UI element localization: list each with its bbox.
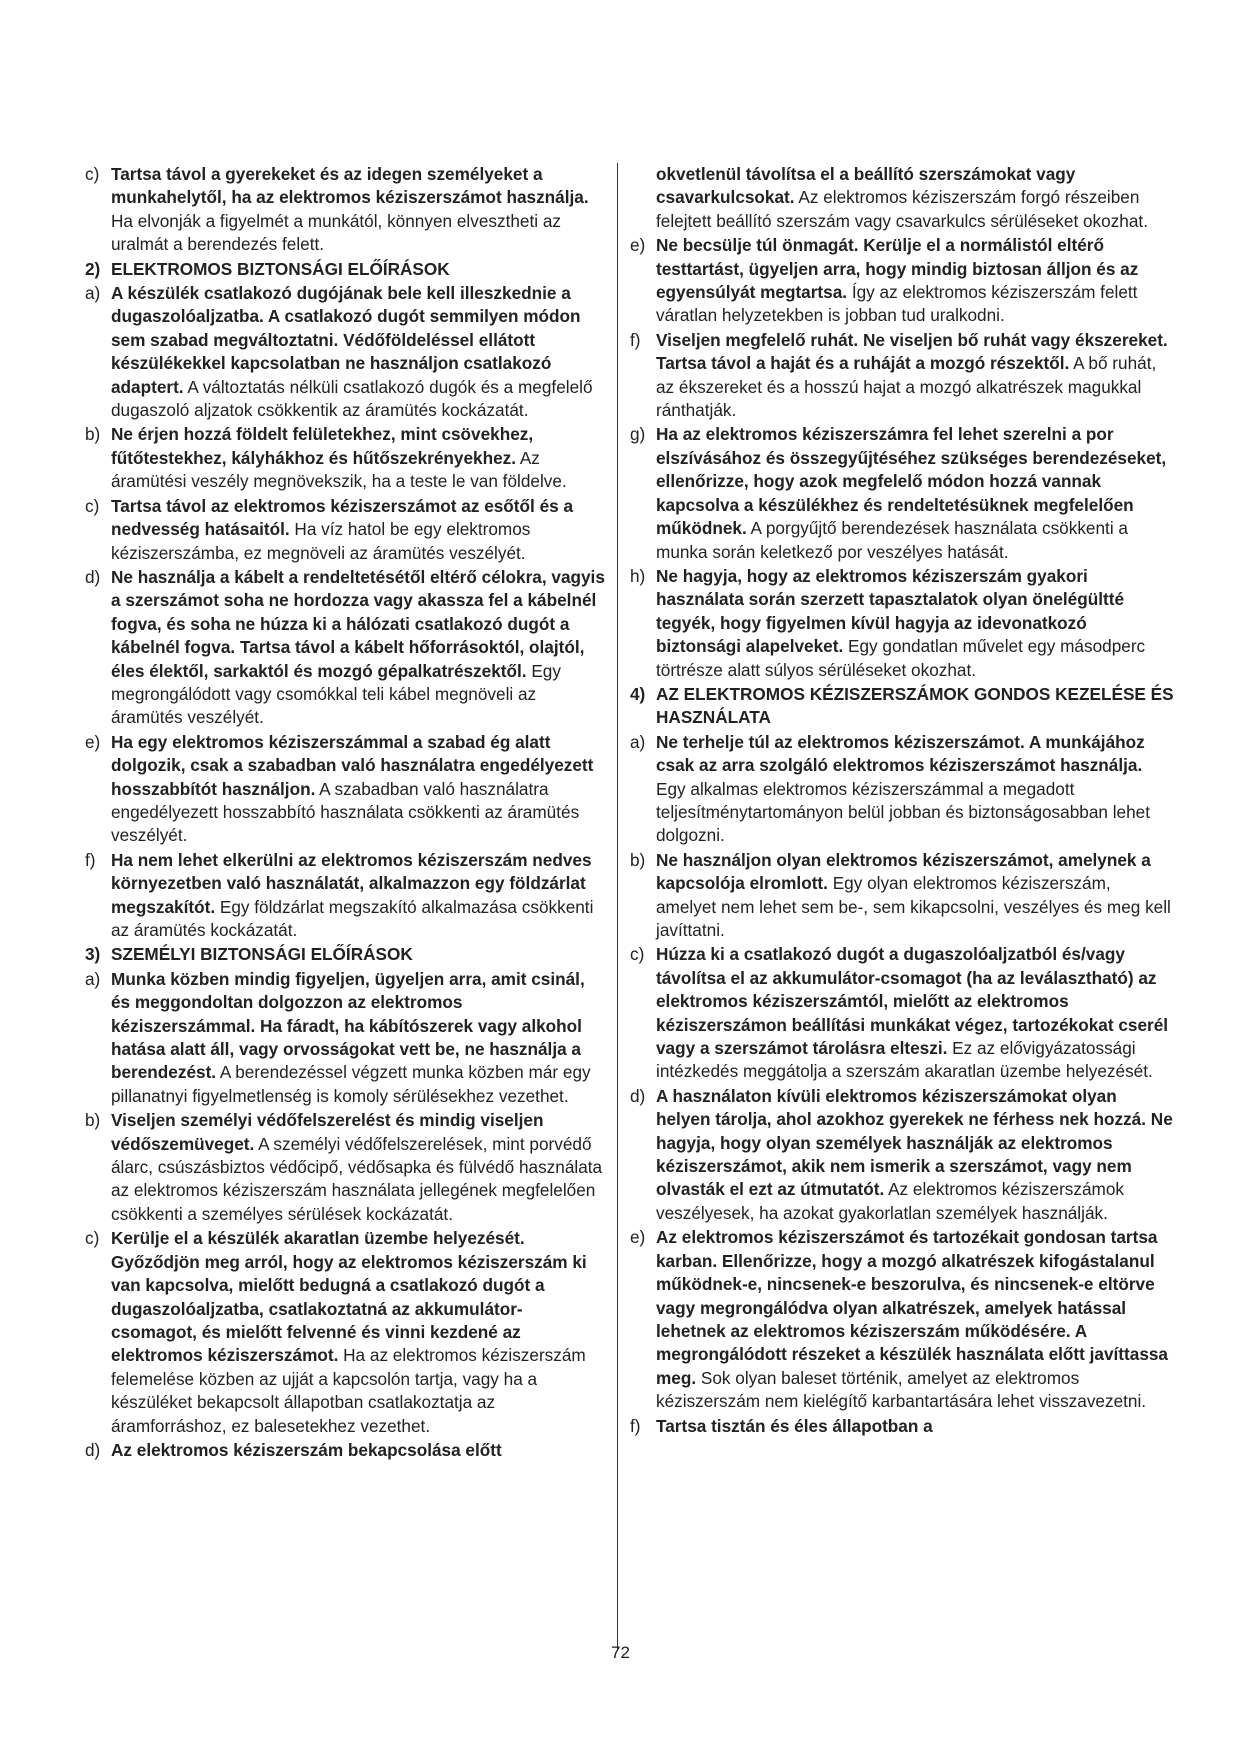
item-bold-text: Tartsa tisztán és éles állapotban a bbox=[656, 1415, 933, 1436]
section-title: SZEMÉLYI BIZTONSÁGI ELŐÍRÁSOK bbox=[111, 944, 413, 965]
item-bold-text: Viseljen megfelelő ruhát. Ne viseljen bő ruhát vagy ékszereket. Tartsa távol a haját és a ruháját a mozgó részektől. bbox=[656, 329, 1168, 374]
list-item bbox=[85, 423, 605, 493]
item-marker: a) bbox=[85, 968, 101, 989]
item-marker: d) bbox=[85, 1439, 101, 1460]
item-marker: f) bbox=[630, 329, 641, 350]
item-marker: b) bbox=[630, 849, 646, 870]
list-item bbox=[630, 1085, 1175, 1225]
item-marker: g) bbox=[630, 424, 646, 445]
item-normal-text: Az elektromos kéziszerszámok veszélyesek, ha azokat gyakorlatlan személyek használják. bbox=[656, 1179, 1125, 1223]
item-marker: d) bbox=[630, 1085, 646, 1106]
item-bold-text: Ha egy elektromos kéziszerszámmal a szabad ég alatt dolgozik, csak a szabadban való használatra engedélyezett hosszabbítót használjon. bbox=[111, 731, 594, 799]
item-bold-text: Ne használjon olyan elektromos kéziszerszámot, amelynek a kapcsolója elromlott. bbox=[656, 849, 1151, 894]
item-normal-text: Ha az elektromos kéziszerszám felemelése közben az ujját a kapcsolón tartja, vagy ha a készüléket bekapcsolt állapotban csatlakoztatja az áramforráshoz, ez balesetekhez vezethet. bbox=[111, 1345, 586, 1436]
list-item bbox=[630, 234, 1175, 328]
list-item bbox=[630, 731, 1175, 848]
item-normal-text: Ez az elővigyázatossági intézkedés meggátolja a szerszám akaratlan üzembe helyezését. bbox=[656, 1038, 1153, 1082]
section-number: 4) bbox=[630, 683, 646, 704]
section-heading bbox=[85, 943, 605, 966]
item-bold-text: Kerülje el a készülék akaratlan üzembe helyezését. Győződjön meg arról, hogy az elektromos kéziszerszám ki van kapcsolva, mielőtt bedugná a csatlakozó dugót a dugaszolóaljzatba, csatlakoztatná az akkumulátor-csomagot, és mielőtt felvenné és vinni kezdené az elektromos kéziszerszámot. bbox=[111, 1228, 587, 1366]
item-normal-text: A porgyűjtő berendezések használata csökkenti a munka során keletkező por veszélyes hatását. bbox=[656, 518, 1128, 562]
item-normal-text: Egy földzárlat megszakító alkalmazása csökkenti az áramütés kockázatát. bbox=[111, 896, 594, 940]
item-marker: e) bbox=[85, 731, 101, 752]
item-bold-text: Ne hagyja, hogy az elektromos kéziszerszám gyakori használata során szerzett tapasztalatok olyan önelégültté tegyék, hogy figyelmen kívül hagyja az idevonatkozó biztonsági alapelveket. bbox=[656, 565, 1125, 657]
item-marker: b) bbox=[85, 1110, 101, 1131]
item-bold-text: Ne használja a kábelt a rendeltetésétől eltérő célokra, vagyis a szerszámot soha ne hordozza vagy akassza fel a kábelnél fogva, és soha ne húzza ki a hálózati csatlakozó dugót a kábelnél fogva. Tartsa távol a kábelt hőforrásoktól, olajtól, éles élektől, sarkaktól és mozgó gépalkatrészektől. bbox=[111, 566, 605, 681]
list-item bbox=[85, 163, 605, 257]
item-normal-text: A személyi védőfelszerelések, mint porvédő álarc, csúszásbiztos védőcipő, védősapka és fülvédő használata az elektromos kéziszerszám használata jellegének megfelelően csökkenti a személyes sérülések kockázatát. bbox=[111, 1133, 603, 1224]
list-item bbox=[630, 849, 1175, 943]
list-item bbox=[85, 282, 605, 422]
item-marker: e) bbox=[630, 1227, 646, 1248]
list-item bbox=[85, 495, 605, 565]
list-item bbox=[630, 423, 1175, 563]
item-normal-text: Egy alkalmas elektromos kéziszerszámmal a megadott teljesítménytartományon belül jobban és biztonságosabban lehet dolgozni. bbox=[656, 778, 1150, 846]
list-item bbox=[630, 565, 1175, 682]
item-bold-text: Ne terhelje túl az elektromos kéziszerszámot. A munkájához csak az arra szolgáló elektromos kéziszerszámot használja. bbox=[656, 731, 1145, 776]
item-normal-text: A változtatás nélküli csatlakozó dugók és a megfelelő dugaszoló aljzatok csökkentik az áramütés kockázatát. bbox=[111, 376, 593, 421]
item-marker: e) bbox=[630, 235, 646, 256]
item-bold-text: A használaton kívüli elektromos kéziszerszámokat olyan helyen tárolja, ahol azokhoz gyerekek ne férhess nek hozzá. Ne hagyja, hogy olyan személyek használják az elektromos kéziszerszámot, akik nem ismerik a szerszámot, vagy nem olvasták el ezt az útmutatót. bbox=[656, 1085, 1173, 1200]
list-item bbox=[85, 968, 605, 1108]
item-normal-text: Egy megrongálódott vagy csomókkal teli kábel megnöveli az áramütés veszélyét. bbox=[111, 660, 561, 728]
item-marker: h) bbox=[630, 565, 646, 586]
item-normal-text: Ha víz hatol be egy elektromos kéziszerszámba, ez megnöveli az áramütés veszélyét. bbox=[111, 519, 531, 563]
list-item-continued bbox=[630, 163, 1175, 233]
item-marker: c) bbox=[630, 944, 645, 965]
list-item bbox=[630, 1226, 1175, 1413]
item-marker: f) bbox=[630, 1415, 641, 1436]
item-bold-text: Az elektromos kéziszerszám bekapcsolása előtt bbox=[111, 1439, 502, 1460]
item-normal-text: A bő ruhát, az ékszereket és a hosszú hajat a mozgó alkatrészek magukkal ránthatják. bbox=[656, 353, 1157, 421]
item-normal-text: Sok olyan baleset történik, amelyet az elektromos kéziszerszám nem kielégítő karbantartására lehet visszavezetni. bbox=[656, 1367, 1147, 1412]
list-item bbox=[85, 566, 605, 730]
list-item bbox=[85, 1109, 605, 1226]
item-marker: f) bbox=[85, 849, 96, 870]
list-item bbox=[85, 1227, 605, 1438]
item-bold-text: Ha az elektromos kéziszerszámra fel lehet szerelni a por elszívásához és összegyűjtéséhez szükséges berendezéseket, ellenőrizze, hogy azok megfelelő módon hozzá vannak kapcsolva a készülékhez és rendeltetésüknek megfelelően működnek. bbox=[656, 424, 1167, 539]
item-normal-text: Az áramütési veszély megnövekszik, ha a teste le van földelve. bbox=[111, 447, 567, 492]
list-item bbox=[630, 1415, 1175, 1438]
item-bold-text: A készülék csatlakozó dugójának bele kell illeszkednie a dugaszolóaljzatba. A csatlakozó dugót semmilyen módon sem szabad megváltoztatni. Védőföldeléssel ellátott készülékekkel kapcsolatban ne használjon csatlakozó adaptert. bbox=[111, 283, 581, 397]
section-heading bbox=[630, 683, 1175, 730]
item-normal-text: Így az elektromos kéziszerszám felett váratlan helyzetekben is jobban tud uralkodni. bbox=[656, 282, 1138, 326]
item-marker: c) bbox=[85, 1228, 100, 1249]
item-marker: a) bbox=[630, 731, 646, 752]
list-item bbox=[630, 329, 1175, 423]
section-number: 2) bbox=[85, 258, 101, 279]
item-bold-text: Viseljen személyi védőfelszerelést és mindig viseljen védőszemüveget. bbox=[111, 1110, 544, 1154]
item-bold-text: Ne érjen hozzá földelt felületekhez, mint csövekhez, fűtőtestekhez, kályhákhoz és hűtőszekrényekhez. bbox=[111, 424, 534, 468]
item-normal-text: A szabadban való használatra engedélyezett hosszabbító használata csökkenti az áramütés veszélyét. bbox=[111, 778, 580, 846]
list-item bbox=[85, 849, 605, 943]
item-normal-text: Az elektromos kéziszerszám forgó részeiben felejtett beállító szerszám vagy csavarkulcs sérüléseket okozhat. bbox=[656, 187, 1148, 231]
item-normal-text: Egy olyan elektromos kéziszerszám, amelyet nem lehet sem be-, sem kikapcsolni, veszélyes és meg kell javíttatni. bbox=[656, 873, 1171, 940]
column-divider bbox=[617, 163, 618, 1651]
section-number: 3) bbox=[85, 944, 101, 965]
list-item bbox=[85, 731, 605, 848]
item-marker: c) bbox=[85, 164, 100, 184]
section-title: ELEKTROMOS BIZTONSÁGI ELŐÍRÁSOK bbox=[111, 258, 450, 279]
left-column bbox=[85, 163, 605, 1463]
item-marker: a) bbox=[85, 283, 101, 304]
list-item bbox=[630, 943, 1175, 1083]
item-marker: c) bbox=[85, 495, 100, 516]
item-bold-text: Az elektromos kéziszerszámot és tartozékait gondosan tartsa karban. Ellenőrizze, hogy a mozgó alkatrészek kifogástalanul működnek-e, nincsenek-e beszorulva, és nincsenek-e eltörve vagy megrongálódva olyan alkatrészek, amelyek hatással lehetnek az elektromos kéziszerszám működésére. A megrongálódott részeket a készülék használata előtt javíttassa meg. bbox=[656, 1227, 1168, 1388]
item-bold-text: Tartsa távol az elektromos kéziszerszámot az esőtől és a nedvesség hatásaitól. bbox=[111, 495, 574, 540]
item-marker: b) bbox=[85, 424, 101, 445]
item-marker: d) bbox=[85, 566, 101, 587]
item-bold-text: Tartsa távol a gyerekeket és az idegen személyeket a munkahelytől, ha az elektromos kéziszerszámot használja. bbox=[111, 164, 589, 208]
item-bold-text: Húzza ki a csatlakozó dugót a dugaszolóaljzatból és/vagy távolítsa el az akkumulátor-csomagot (ha az leválasztható) az elektromos kéziszerszámtól, mielőtt az elektromos kéziszerszámon beállítási munkákat végez, tartozékokat cserél vagy a szerszámot tárolásra elteszi. bbox=[656, 944, 1169, 1059]
list-item bbox=[85, 1439, 605, 1462]
right-column bbox=[630, 163, 1175, 1439]
page-number: 72 bbox=[611, 1643, 630, 1662]
item-bold-text: Ne becsülje túl önmagát. Kerülje el a normálistól eltérő testtartást, ügyeljen arra, hogy mindig biztosan álljon és az egyensúlyát megtartsa. bbox=[656, 235, 1139, 303]
section-title: AZ ELEKTROMOS KÉZISZERSZÁMOK GONDOS KEZELÉSE ÉS HASZNÁLATA bbox=[656, 683, 1174, 728]
section-heading bbox=[85, 258, 605, 281]
item-bold-text: Ha nem lehet elkerülni az elektromos kéziszerszám nedves környezetben való használatát, alkalmazzon egy földzárlat megszakítót. bbox=[111, 849, 592, 917]
item-bold-text: okvetlenül távolítsa el a beállító szerszámokat vagy csavarkulcsokat. bbox=[656, 164, 1076, 208]
item-normal-text: A berendezéssel végzett munka közben már egy pillanatnyi figyelmetlenség is komoly sérülésekhez vezethet. bbox=[111, 1062, 591, 1106]
item-normal-text: Egy gondatlan művelet egy másodperc törtrésze alatt súlyos sérüléseket okozhat. bbox=[656, 636, 1146, 680]
item-normal-text: Ha elvonják a figyelmét a munkától, könnyen elvesztheti az uralmát a berendezés felett. bbox=[111, 210, 561, 255]
item-bold-text: Munka közben mindig figyeljen, ügyeljen arra, amit csinál, és meggondoltan dolgozzon az elektromos kéziszerszámmal. Ha fáradt, ha kábítószerek vagy alkohol hatása alatt áll, vagy orvosságokat vett be, ne használja a berendezést. bbox=[111, 968, 585, 1083]
